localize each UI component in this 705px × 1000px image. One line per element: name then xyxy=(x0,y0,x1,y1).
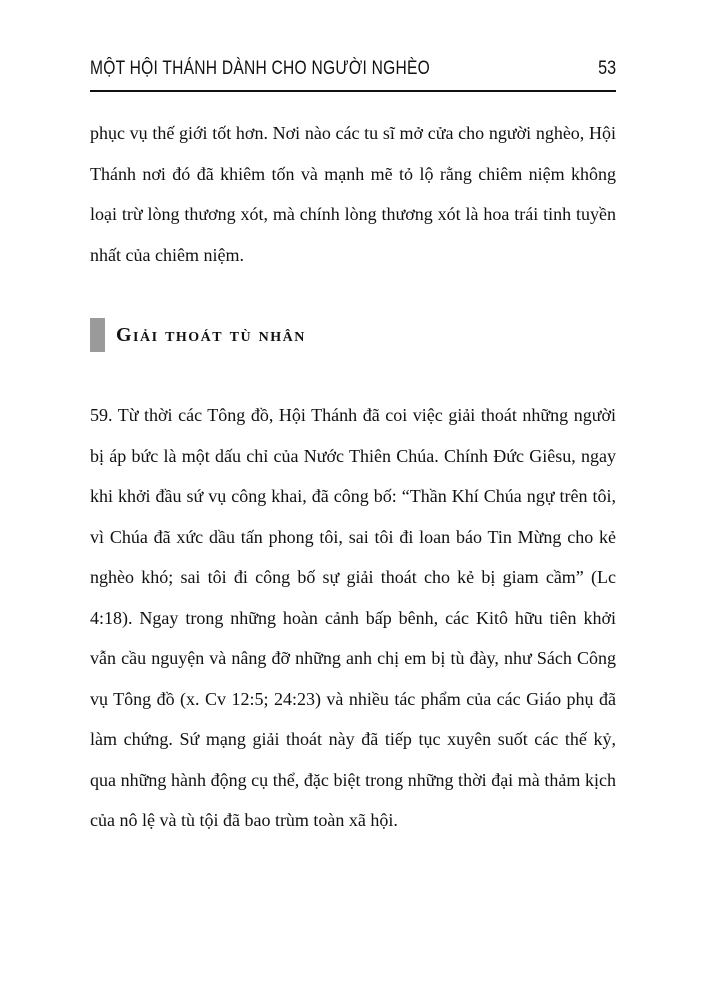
section-heading xyxy=(90,318,616,352)
running-header xyxy=(90,56,616,92)
section-heading-label: Giải thoát tù nhân xyxy=(116,323,306,346)
running-header-title: MỘT HỘI THÁNH DÀNH CHO NGƯỜI NGHÈO xyxy=(90,58,431,79)
paragraph-59: 59. Từ thời các Tông đồ, Hội Thánh đã coi việc giải thoát những người bị áp bức là một dấu chỉ của Nước Thiên Chúa. Chính Đức Giêsu, ngay khi khởi đầu sứ vụ công khai, đã công bố: “Thần Khí Chúa ngự trên tôi, vì Chúa đã xức dầu tấn phong tôi, sai tôi đi loan báo Tin Mừng cho kẻ nghèo khó; sai tôi đi công bố sự giải thoát cho kẻ bị giam cầm” (Lc 4:18). Ngay trong những hoàn cảnh bấp bênh, các Kitô hữu tiên khởi vẫn cầu nguyện và nâng đỡ những anh chị em bị tù đày, như Sách Công vụ Tông đồ (x. Cv 12:5; 24:23) và nhiều tác phẩm của các Giáo phụ đã làm chứng. Sứ mạng giải thoát này đã tiếp tục xuyên suốt các thế kỷ, qua những hành động cụ thể, đặc biệt trong những thời đại mà thảm kịch của nô lệ và tù tội đã bao trùm toàn xã hội. xyxy=(90,405,616,830)
page-number: 53 xyxy=(598,58,616,79)
heading-accent-bar xyxy=(90,318,105,352)
paragraph-continuation: phục vụ thế giới tốt hơn. Nơi nào các tu sĩ mở cửa cho người nghèo, Hội Thánh nơi đó đã khiêm tốn và mạnh mẽ tỏ lộ rằng chiêm niệm không loại trừ lòng thương xót, mà chính lòng thương xót là hoa trái tinh tuyền nhất của chiêm niệm. xyxy=(90,123,616,265)
